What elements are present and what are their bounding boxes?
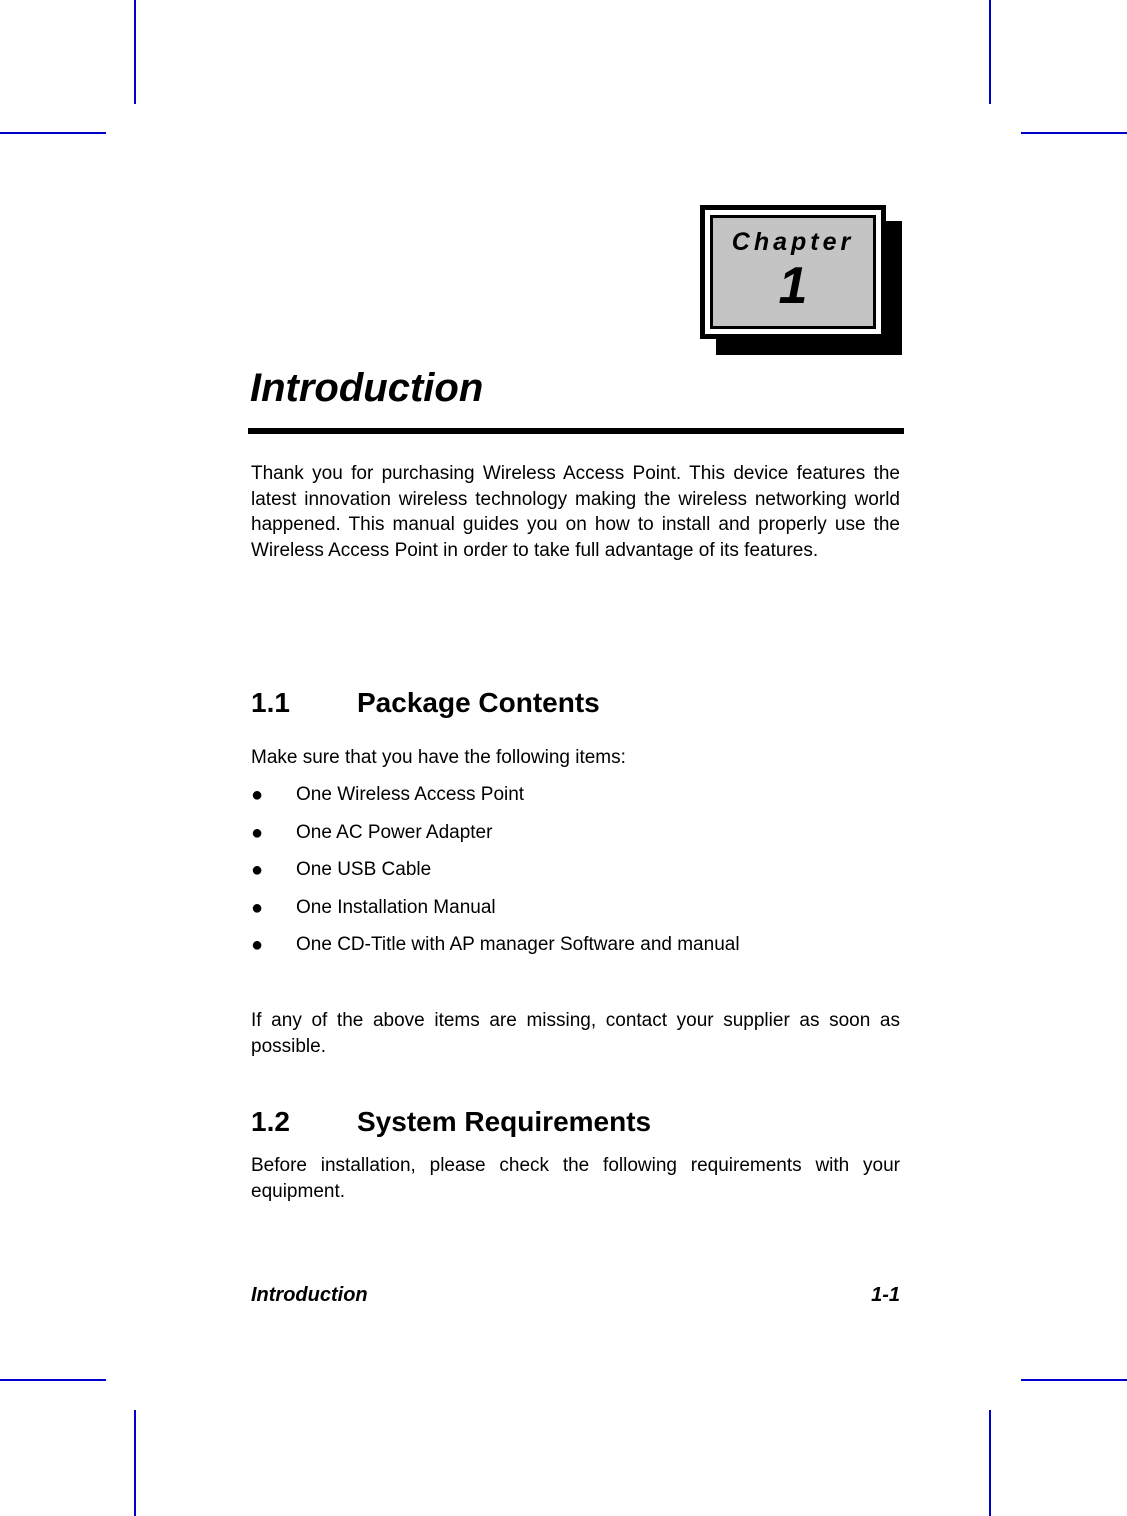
chapter-word: Chapter	[731, 228, 855, 256]
title-rule	[248, 428, 904, 434]
chapter-badge-inner	[710, 215, 876, 329]
section-heading-package-contents	[251, 687, 600, 719]
list-item-text: One USB Cable	[296, 859, 432, 880]
crop-mark-top-right-horizontal	[1021, 132, 1127, 134]
list-item	[251, 856, 740, 894]
section-title: System Requirements	[357, 1106, 652, 1137]
section-heading-system-requirements	[251, 1106, 651, 1138]
intro-paragraph: Thank you for purchasing Wireless Access Point. This device features the latest innovation wireless technology making the wireless networking world happened. This manual guides you on how to install and properly use the Wireless Access Point in order to take full advantage of its features.	[251, 463, 900, 561]
bullet-icon: ●	[251, 934, 264, 956]
crop-mark-bottom-right-horizontal	[1021, 1379, 1127, 1381]
package-lead-text: Make sure that you have the following items:	[251, 747, 626, 768]
list-item-text: One Wireless Access Point	[296, 784, 525, 805]
crop-mark-bottom-left-vertical	[134, 1410, 136, 1516]
chapter-title: Introduction	[250, 366, 484, 410]
list-item-text: One CD-Title with AP manager Software and manual	[296, 934, 740, 955]
section-title: Package Contents	[357, 687, 600, 718]
list-item-text: One AC Power Adapter	[296, 821, 493, 843]
requirements-lead-text: Before installation, please check the following requirements with your equipment.	[251, 1155, 900, 1202]
list-item	[251, 931, 740, 969]
bullet-icon: ●	[251, 784, 264, 806]
list-item	[251, 781, 740, 819]
crop-mark-top-left-vertical	[134, 0, 136, 104]
crop-mark-bottom-left-horizontal	[0, 1379, 106, 1381]
footer-page-number: 1-1	[871, 1284, 900, 1306]
chapter-number: 1	[778, 257, 808, 315]
bullet-icon: ●	[251, 859, 264, 881]
crop-mark-top-left-horizontal	[0, 132, 106, 134]
crop-mark-top-right-vertical	[989, 0, 991, 104]
list-item-text: One Installation Manual	[296, 896, 496, 918]
section-number: 1.2	[251, 1106, 290, 1137]
chapter-badge	[700, 205, 886, 339]
section-number: 1.1	[251, 687, 290, 718]
chapter-badge-face	[700, 205, 886, 339]
bullet-icon: ●	[251, 821, 264, 844]
missing-items-note: If any of the above items are missing, contact your supplier as soon as possible.	[251, 1010, 900, 1057]
list-item	[251, 819, 740, 857]
footer-chapter-name: Introduction	[251, 1284, 368, 1306]
list-item	[251, 894, 740, 932]
bullet-icon: ●	[251, 896, 264, 919]
package-items-list	[251, 781, 740, 969]
crop-mark-bottom-right-vertical	[989, 1410, 991, 1516]
